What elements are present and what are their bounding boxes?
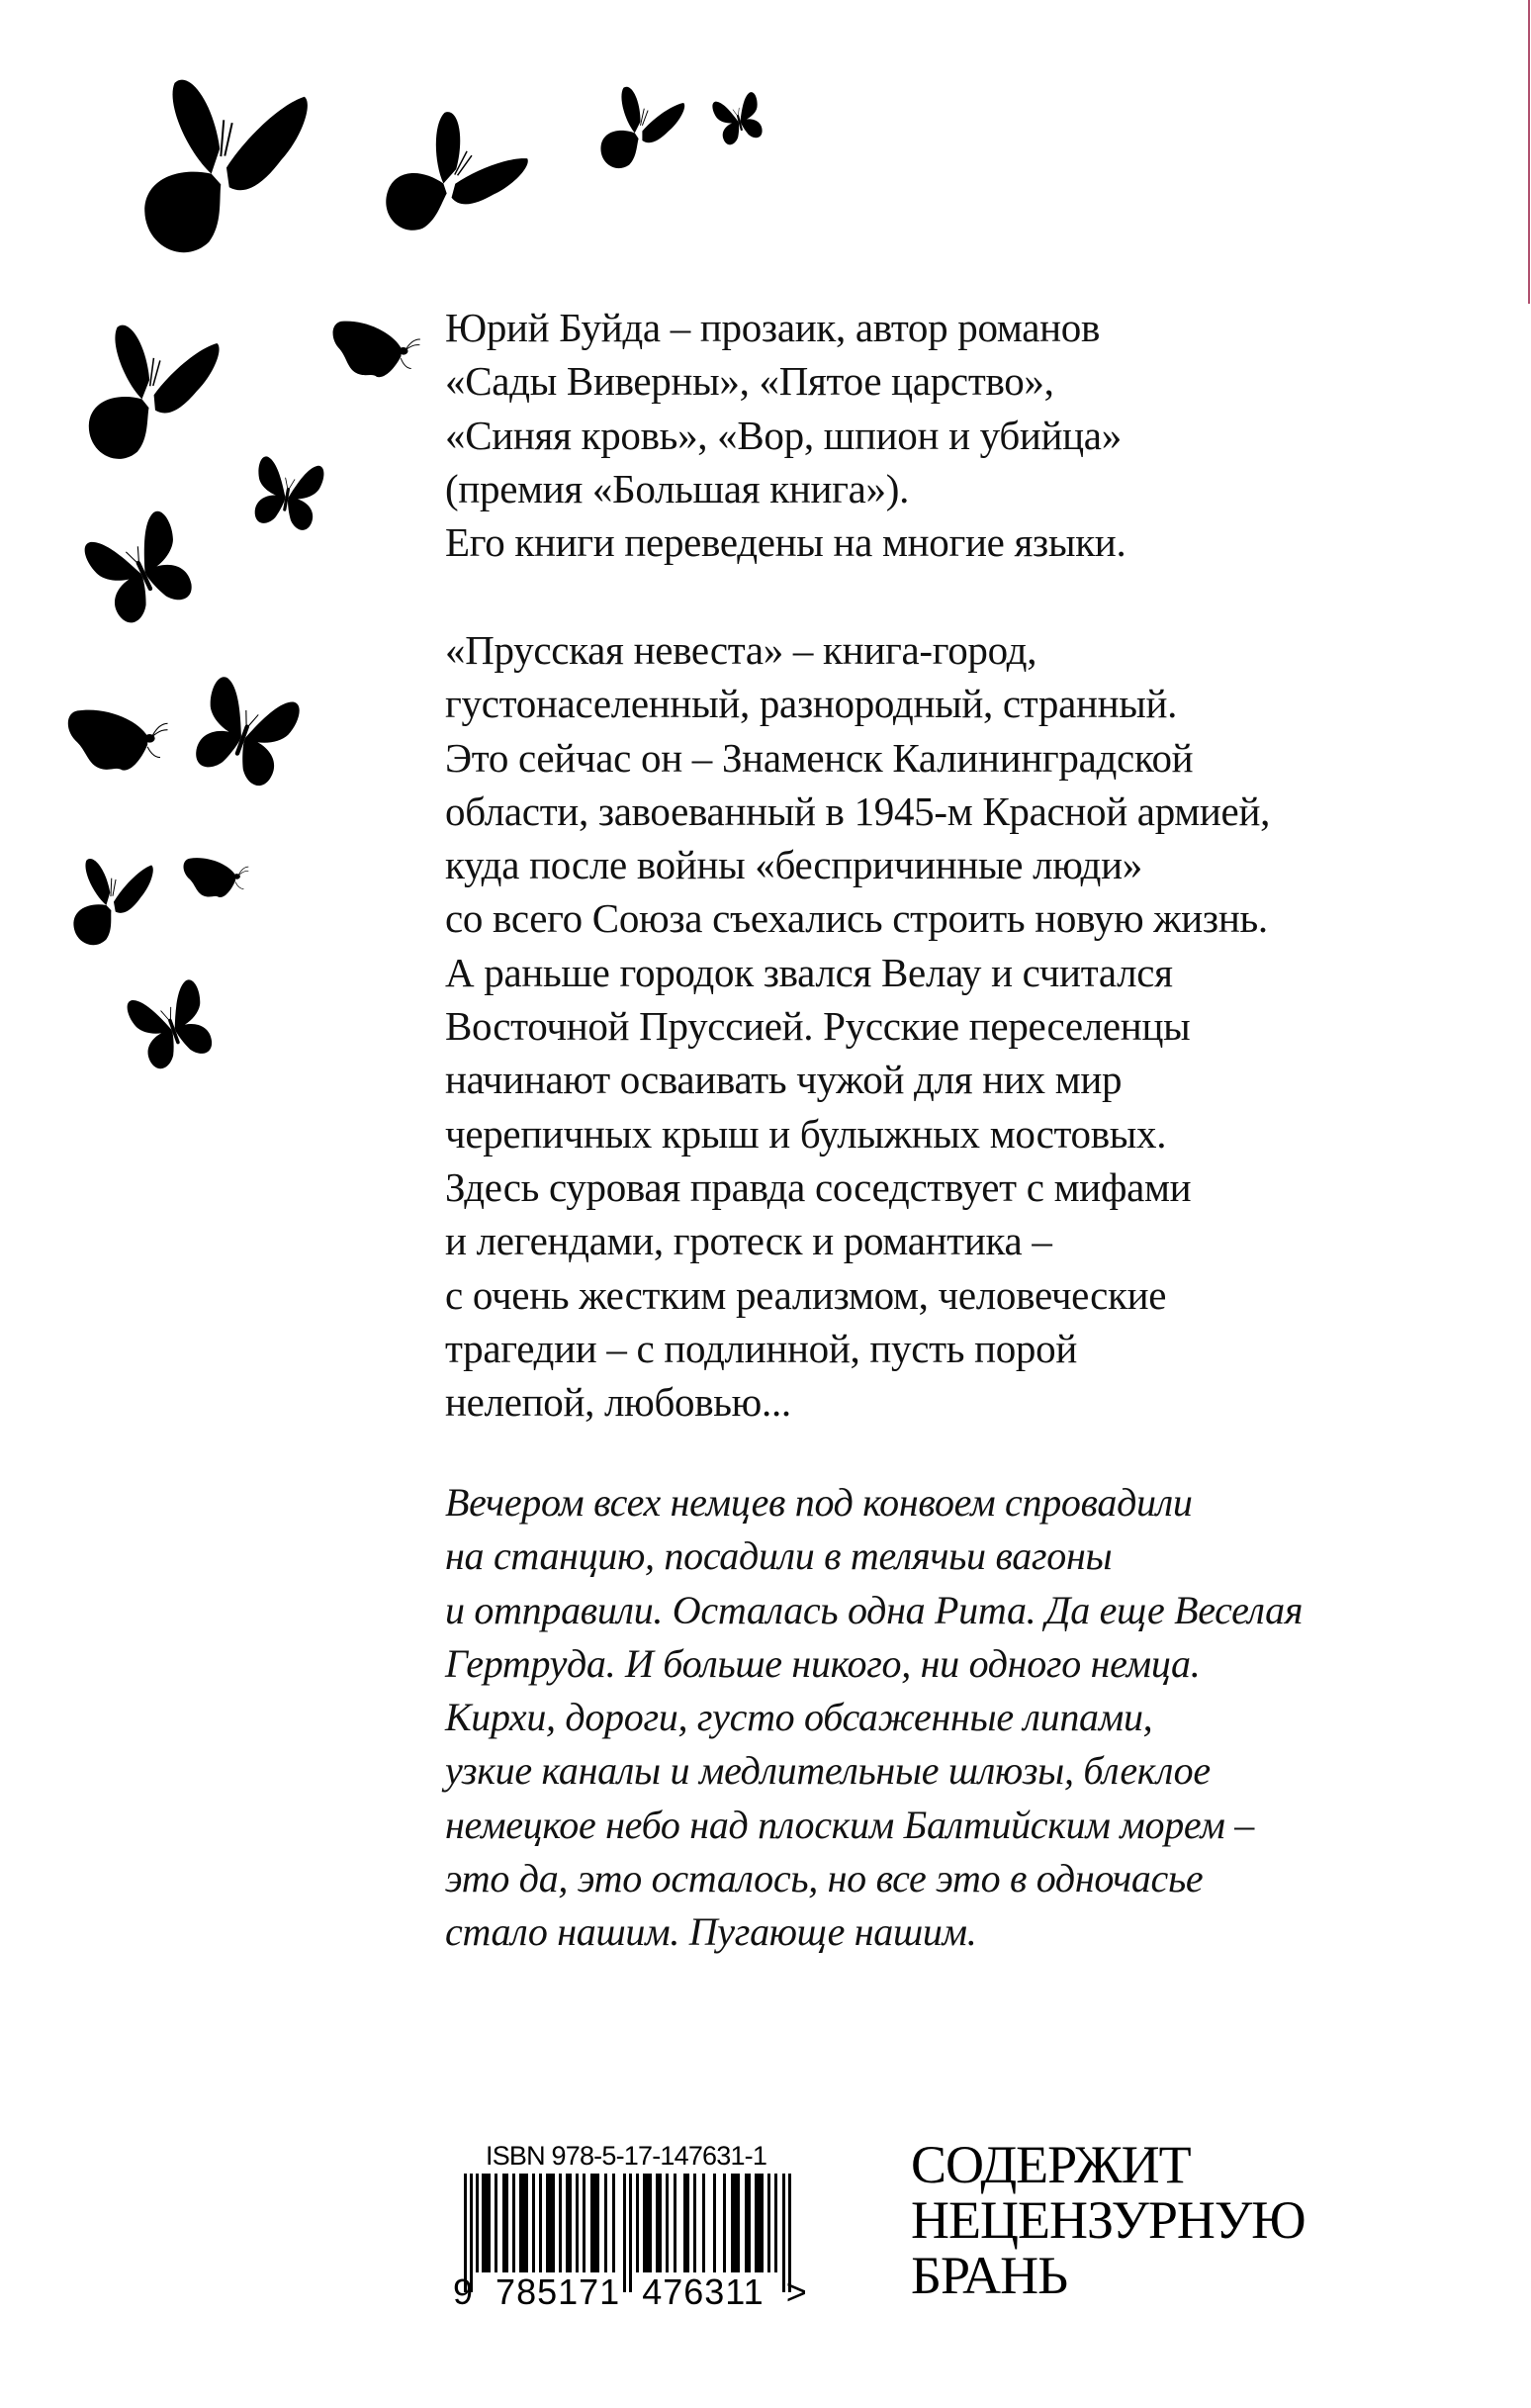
text-line: Гертруда. И больше никого, ни одного немца. <box>445 1640 1201 1686</box>
butterfly-silhouette-icon <box>364 93 541 273</box>
butterfly-silhouette-icon <box>58 312 244 480</box>
text-line: и отправили. Осталась одна Рита. Да еще Веселая <box>445 1587 1304 1632</box>
butterfly-silhouette-icon <box>323 315 422 388</box>
text-line: «Прусская невеста» – книга-город, <box>445 627 1037 673</box>
butterfly-silhouette-icon <box>706 88 772 154</box>
text-line: это да, это осталось, но все это в одночасье <box>445 1856 1204 1901</box>
warning-line: БРАНЬ <box>911 2246 1068 2305</box>
text-line: трагедии – с подлинной, пусть порой <box>445 1325 1077 1371</box>
text-line: стало нашим. Пугающе нашим. <box>445 1909 977 1955</box>
barcode-digits <box>453 2271 808 2313</box>
text-line: Здесь суровая правда соседствует с мифами <box>445 1163 1192 1210</box>
text-line: Его книги переведены на многие языки. <box>445 519 1126 566</box>
text-line: А раньше городок звался Велау и считался <box>445 949 1173 995</box>
text-line: Восточной Пруссией. Русские переселенцы <box>445 1003 1191 1050</box>
warning-line: НЕЦЕНЗУРНУЮ <box>911 2190 1306 2250</box>
text-line: и легендами, гротеск и романтика – <box>445 1218 1052 1264</box>
text-line: Кирхи, дороги, густо обсаженные липами, <box>445 1695 1153 1740</box>
text-line: нелепой, любовью... <box>445 1379 791 1426</box>
cover-edge-line <box>1528 0 1530 304</box>
text-line: Это сейчас он – Знаменск Калининградской <box>445 734 1194 781</box>
text-line: немецкое небо над плоским Балтийским морем – <box>445 1802 1255 1847</box>
butterfly-silhouette-icon <box>64 498 223 649</box>
text-line: на станцию, посадили в телячьи вагоны <box>445 1533 1113 1579</box>
butterfly-silhouette-icon <box>49 844 174 961</box>
text-line: куда после войны «беспричинные люди» <box>445 842 1142 888</box>
text-line: Юрий Буйда – прозаик, автор романов <box>445 305 1101 350</box>
text-line: со всего Союза съехались строить новую жизнь. <box>445 895 1268 942</box>
text-line: Вечером всех немцев под конвоем спровадили <box>445 1480 1193 1525</box>
butterfly-silhouette-icon <box>180 849 249 908</box>
text-line: «Сады Виверны», «Пятое царство», <box>445 358 1054 405</box>
content-warning <box>911 2137 1306 2303</box>
barcode-left-group: 785171 <box>495 2271 621 2312</box>
text-line: начинают осваивать чужой для них мир <box>445 1057 1123 1103</box>
about-author-paragraph <box>445 301 1493 569</box>
text-line: «Синяя кровь», «Вор, шпион и убийца» <box>445 412 1122 458</box>
text-line: с очень жестким реализмом, человеческие <box>445 1271 1167 1318</box>
butterfly-silhouette-icon <box>173 667 315 807</box>
text-line: области, завоеванный в 1945-м Красной армией, <box>445 787 1271 834</box>
text-line: черепичных крыш и булыжных мостовых. <box>445 1110 1167 1157</box>
butterfly-silhouette-icon <box>593 84 687 178</box>
isbn-label: ISBN 978-5-17-147631-1 <box>486 2141 767 2171</box>
butterfly-silhouette-icon <box>240 449 333 546</box>
barcode-first-digit: 9 <box>453 2271 475 2312</box>
butterfly-silhouette-icon <box>112 971 235 1088</box>
barcode-quiet-zone-marker: > <box>785 2271 808 2312</box>
butterfly-silhouette-icon <box>61 704 170 779</box>
text-line: (премия «Большая книга»). <box>445 465 910 511</box>
warning-line: СОДЕРЖИТ <box>911 2135 1191 2194</box>
text-line: густонаселенный, разнородный, странный. <box>445 681 1178 727</box>
barcode-right-group: 476311 <box>642 2271 765 2312</box>
butterfly-silhouette-icon <box>96 54 349 282</box>
excerpt-quote <box>445 1476 1493 1960</box>
synopsis-paragraph <box>445 623 1493 1429</box>
text-line: узкие каналы и медлительные шлюзы, блеклое <box>445 1748 1211 1794</box>
